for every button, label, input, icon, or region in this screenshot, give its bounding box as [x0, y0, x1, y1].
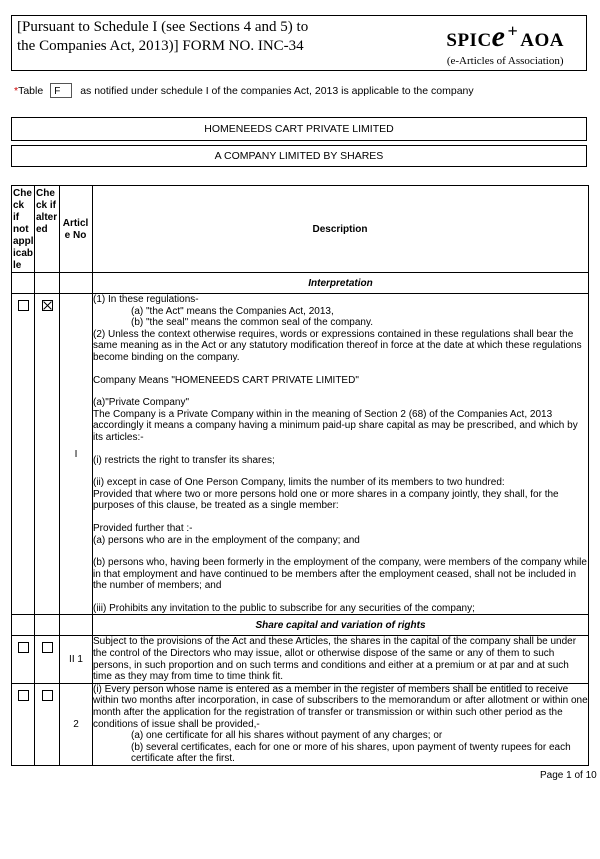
article-description: [93, 294, 589, 615]
company-name-field[interactable]: HOMENEEDS CART PRIVATE LIMITED: [11, 117, 587, 141]
description-line: (i) restricts the right to transfer its shares;: [93, 454, 275, 466]
article-number: 2: [60, 683, 93, 765]
col-altered: Che ck if alter ed: [35, 186, 60, 273]
article-description: [93, 636, 589, 683]
description-line: (1) In these regulations-: [93, 294, 199, 305]
col-description: Description: [93, 186, 589, 273]
description-line: Subject to the provisions of the Act and these Articles, the shares in the capital of the company shall be under the control of the Directors who may issue, allot or otherwise dispose of the same or any of them to such persons, in such proportion and on such terms and conditions and either at a premium or at par and at such time as they may from time to time think fit.: [93, 636, 577, 683]
form-title: [Pursuant to Schedule I (see Sections 4 and 5) to the Companies Act, 2013)] FORM NO. INC-34: [17, 19, 309, 54]
description-line: (i) Every person whose name is entered as a member in the register of members shall be entitled to receive within two months after incorporation, in case of subscribers to the memorandum or after allotment or within one month after the application for the registration of transfer or transmission or within such other period as the conditions of issue shall be provided,-: [93, 683, 588, 730]
section-row: [12, 273, 589, 294]
altered-checkbox[interactable]: [42, 690, 53, 701]
spice-aoa-logo: SPICe + AOA (e-Articles of Association): [446, 20, 564, 67]
col-not-applicable: Che ck if not appl icab le: [12, 186, 35, 273]
col-article-no: Articl e No: [60, 186, 93, 273]
articles-table: [11, 185, 589, 766]
description-line: (2) Unless the context otherwise requires, words or expressions contained in these regulations shall bear the same meaning as in the Act or any statutory modification thereof in force at the date at which these regulations become binding on the company.: [93, 328, 582, 363]
description-line: Provided further that :-: [93, 522, 193, 534]
article-number: I: [60, 294, 93, 615]
article-row: [12, 636, 589, 683]
company-type-field[interactable]: A COMPANY LIMITED BY SHARES: [11, 145, 587, 167]
article-number: II 1: [60, 636, 93, 683]
article-description: [93, 683, 589, 765]
description-line: (b) persons who, having been formerly in the employment of the company, were members of the company while in that employment and have continued to be members after the employment ceased, shall not be included in the number of members; and: [93, 557, 587, 592]
description-line: (iii) Prohibits any invitation to the public to subscribe for any securities of the company;: [93, 602, 475, 614]
section-title: Share capital and variation of rights: [93, 615, 589, 636]
logo-subtitle: (e-Articles of Association): [446, 55, 564, 67]
table-label: Table: [18, 84, 44, 97]
form-header: [11, 15, 587, 71]
description-line: (a)"Private Company": [93, 397, 190, 409]
not-applicable-checkbox[interactable]: [18, 642, 29, 653]
description-line: (b) "the seal" means the common seal of the company.: [131, 317, 374, 329]
description-line: (a) one certificate for all his shares without payment of any charges; or: [131, 730, 443, 742]
description-line: (ii) except in case of One Person Company, limits the number of its members to two hundred:: [93, 477, 505, 489]
description-line: (a) persons who are in the employment of the company; and: [93, 534, 360, 546]
altered-checkbox[interactable]: [42, 300, 53, 311]
article-row: [12, 294, 589, 615]
table-note: as notified under schedule I of the companies Act, 2013 is applicable to the company: [80, 84, 474, 97]
table-selection-line: [14, 83, 474, 98]
description-line: (b) several certificates, each for one or more of his shares, upon payment of twenty rupees for each certificate after the first.: [131, 741, 571, 765]
page-number: Page 1 of 10: [540, 770, 597, 781]
altered-checkbox[interactable]: [42, 642, 53, 653]
not-applicable-checkbox[interactable]: [18, 690, 29, 701]
description-line: The Company is a Private Company within in the meaning of Section 2 (68) of the Companies Act, 2013 accordingly it means a company having a minimum paid-up share capital as may be prescribed, and which by its articles:-: [93, 408, 578, 443]
not-applicable-checkbox[interactable]: [18, 300, 29, 311]
description-line: Company Means "HOMENEEDS CART PRIVATE LIMITED": [93, 374, 359, 386]
description-line: (a) "the Act" means the Companies Act, 2013,: [131, 305, 334, 317]
required-asterisk: *: [14, 84, 19, 97]
description-line: Provided that where two or more persons hold one or more shares in a company jointly, they shall, for the purposes of this clause, be treated as a single member:: [93, 488, 559, 512]
table-field[interactable]: F: [50, 83, 72, 98]
section-row: [12, 615, 589, 636]
section-title: Interpretation: [93, 273, 589, 294]
article-row: [12, 683, 589, 765]
